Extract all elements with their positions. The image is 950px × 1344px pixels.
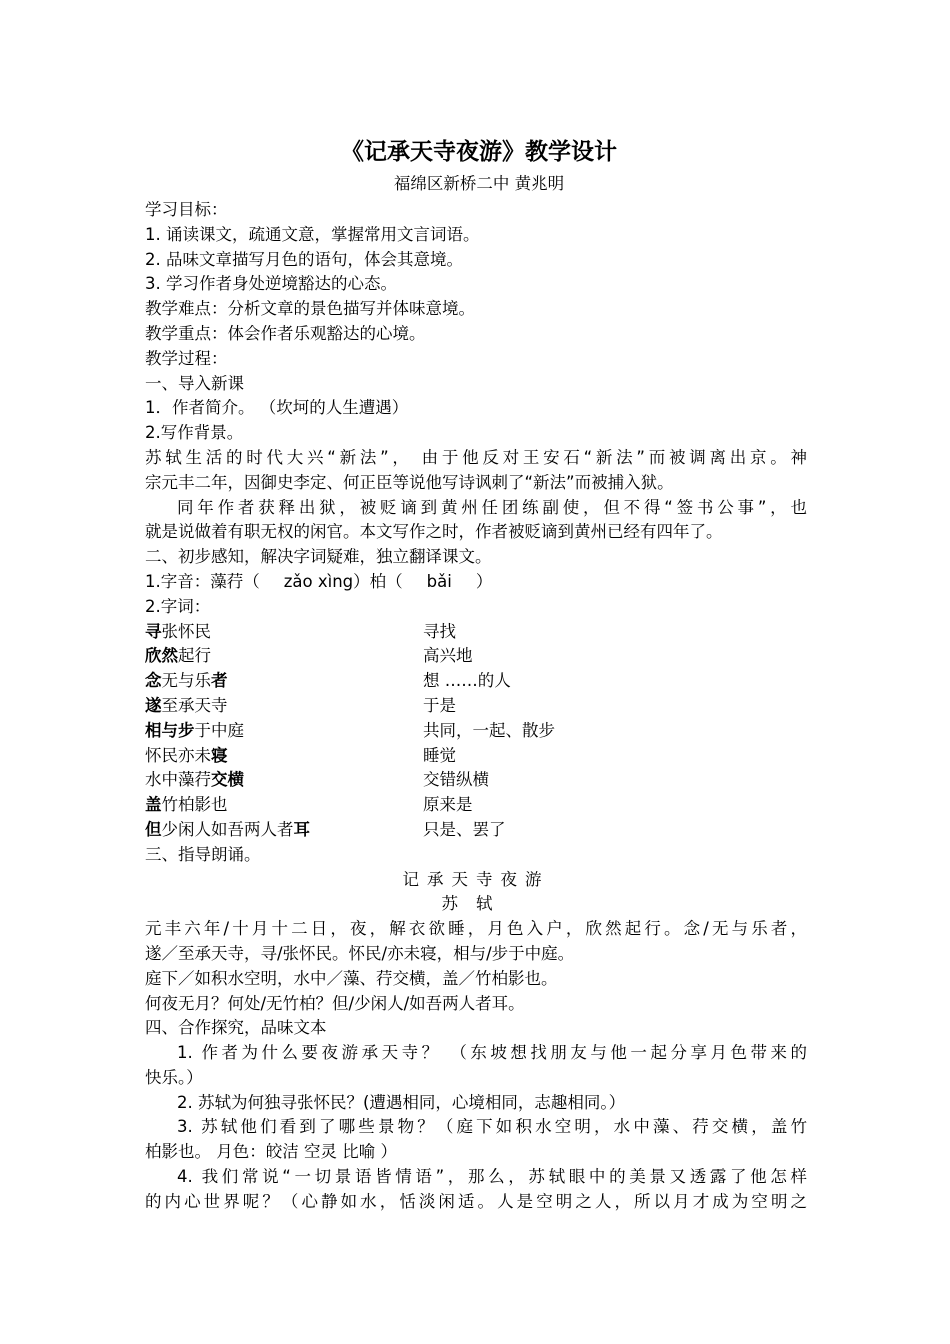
vocab-meaning: 交错纵横 xyxy=(423,770,489,790)
vocab-term-text: 起行 xyxy=(178,646,211,666)
vocab-meaning: 想 ……的人 xyxy=(423,671,511,691)
background-paragraph-1-line-1: 苏轼生活的时代大兴“新法”， 由于他反对王安石“新法”而被调离出京。神 xyxy=(145,447,807,467)
vocab-term xyxy=(145,744,423,769)
pronunciation-line xyxy=(145,570,807,595)
vocab-row xyxy=(145,719,807,744)
vocab-term xyxy=(145,719,423,744)
pinyin-zao-xing: zǎo xìng xyxy=(283,571,354,591)
vocab-term xyxy=(145,818,423,843)
vocab-term-text: 水中藻荇 xyxy=(145,770,211,790)
vocab-meaning: 原来是 xyxy=(423,795,473,815)
section-4-heading: 四、合作探究，品味文本 xyxy=(145,1018,327,1038)
vocab-term-bold: 者 xyxy=(211,671,228,691)
vocab-meaning: 寻找 xyxy=(423,621,456,641)
vocab-term-bold: 但 xyxy=(145,819,162,839)
poem-line-3: 庭下／如积水空明，水中／藻、荇交横，盖／竹柏影也。 xyxy=(145,968,558,988)
question-3-line-2: 柏影也。 月色：皎洁 空灵 比喻 ） xyxy=(145,1142,397,1162)
document-title: 《记承天寺夜游》教学设计 xyxy=(341,139,617,165)
vocab-term-bold: 寝 xyxy=(211,745,228,765)
process-heading: 教学过程： xyxy=(145,348,228,368)
background-paragraph-2-line-2: 就是说做着有职无权的闲官。本文写作之时，作者被贬谪到黄州已经有四年了。 xyxy=(145,522,723,542)
question-1-line-2: 快乐。） xyxy=(145,1067,203,1087)
vocab-term xyxy=(145,669,423,694)
vocab-term-bold: 交横 xyxy=(211,770,244,790)
vocab-term-text: 张怀民 xyxy=(161,621,211,641)
section-1-heading: 一、导入新课 xyxy=(145,373,244,393)
background-paragraph-1-line-2: 宗元丰二年，因御史李定、何正臣等说他写诗讽刺了“新法”而被捕入狱。 xyxy=(145,472,674,492)
vocab-term-bold: 相与步 xyxy=(145,720,195,740)
teaching-focus: 教学重点：体会作者乐观豁达的心境。 xyxy=(145,323,426,343)
vocab-term-bold: 欣然 xyxy=(145,646,178,666)
vocab-term-bold: 盖 xyxy=(145,795,162,815)
section-1-item-2: 2.写作背景。 xyxy=(145,423,244,443)
vocab-list xyxy=(145,620,807,843)
vocab-term-text: 至承天寺 xyxy=(161,695,228,715)
vocab-row xyxy=(145,768,807,793)
vocab-row xyxy=(145,620,807,645)
vocab-term-text: 无与乐 xyxy=(161,671,211,691)
question-4-line-1: 4. 我们常说“一切景语皆情语”，那么，苏轼眼中的美景又透露了他怎样 xyxy=(177,1167,807,1187)
teaching-difficulty: 教学难点：分析文章的景色描写并体味意境。 xyxy=(145,299,475,319)
vocab-term xyxy=(145,768,423,793)
vocab-row xyxy=(145,669,807,694)
poem-line-2: 遂／至承天寺，寻/张怀民。怀民/亦未寝，相与/步于中庭。 xyxy=(145,943,575,963)
question-3-line-1: 3. 苏轼他们看到了哪些景物？（庭下如积水空明，水中藻、荇交横，盖竹 xyxy=(177,1117,807,1137)
poem-title: 记承天寺夜游 xyxy=(402,869,550,889)
poem-line-1: 元丰六年/十月十二日，夜，解衣欲睡，月色入户，欣然起行。念/无与乐者， xyxy=(145,919,807,939)
vocab-term-bold: 遂 xyxy=(145,695,162,715)
vocab-term-text: 于中庭 xyxy=(194,720,244,740)
vocab-term-bold: 寻 xyxy=(145,621,162,641)
vocab-term xyxy=(145,694,423,719)
vocab-row xyxy=(145,793,807,818)
section-2-heading: 二、初步感知，解决字词疑难，独立翻译课文。 xyxy=(145,547,492,567)
vocab-meaning: 睡觉 xyxy=(423,745,456,765)
document-author: 福绵区新桥二中 黄兆明 xyxy=(393,174,565,193)
pinyin-bai: bǎi xyxy=(426,571,452,591)
pronunciation-label: 1.字音：藻荇（ xyxy=(145,571,260,591)
goal-item-1: 1. 诵读课文，疏通文意，掌握常用文言词语。 xyxy=(145,224,480,244)
question-1-line-1: 1. 作者为什么要夜游承天寺？ （东坡想找朋友与他一起分享月色带来的 xyxy=(177,1043,807,1063)
section-1-item-1: 1．作者简介。 （坎坷的人生遭遇） xyxy=(145,398,409,418)
background-paragraph-2-line-1: 同年作者获释出狱，被贬谪到黄州任团练副使，但不得“签书公事”，也 xyxy=(177,497,807,517)
vocab-row xyxy=(145,644,807,669)
goals-heading: 学习目标： xyxy=(145,200,228,219)
vocab-row xyxy=(145,818,807,843)
vocab-row xyxy=(145,694,807,719)
poem-line-4: 何夜无月？何处/无竹柏？但/少闲人/如吾两人者耳。 xyxy=(145,993,525,1013)
document-body xyxy=(145,134,807,1215)
vocab-term-text: 竹柏影也 xyxy=(161,795,228,815)
vocab-term-text: 少闲人如吾两人者 xyxy=(161,819,294,839)
vocab-term-bold: 耳 xyxy=(293,819,310,839)
vocab-term xyxy=(145,620,423,645)
vocab-row xyxy=(145,744,807,769)
pronunciation-mid: ）柏（ xyxy=(353,571,403,591)
section-3-heading: 三、指导朗诵。 xyxy=(145,844,261,864)
vocab-term xyxy=(145,644,423,669)
vocab-meaning: 共同，一起、散步 xyxy=(423,720,555,740)
vocab-meaning: 于是 xyxy=(423,695,456,715)
question-4-line-2: 的内心世界呢？（心静如水，恬淡闲适。人是空明之人，所以月才成为空明之 xyxy=(145,1191,807,1211)
goal-item-2: 2. 品味文章描写月色的语句，体会其意境。 xyxy=(145,249,463,269)
words-heading: 2.字词： xyxy=(145,596,211,616)
vocab-meaning: 只是、罢了 xyxy=(423,819,506,839)
question-2: 2. 苏轼为何独寻张怀民？(遭遇相同，心境相同，志趣相同。） xyxy=(177,1092,626,1112)
goal-item-3: 3. 学习作者身处逆境豁达的心态。 xyxy=(145,274,397,294)
pronunciation-end: ） xyxy=(475,571,493,591)
vocab-meaning: 高兴地 xyxy=(423,646,473,666)
vocab-term-bold: 念 xyxy=(145,671,162,691)
vocab-term xyxy=(145,793,423,818)
vocab-term-text: 怀民亦未 xyxy=(145,745,211,765)
poem-author: 苏轼 xyxy=(441,894,511,914)
